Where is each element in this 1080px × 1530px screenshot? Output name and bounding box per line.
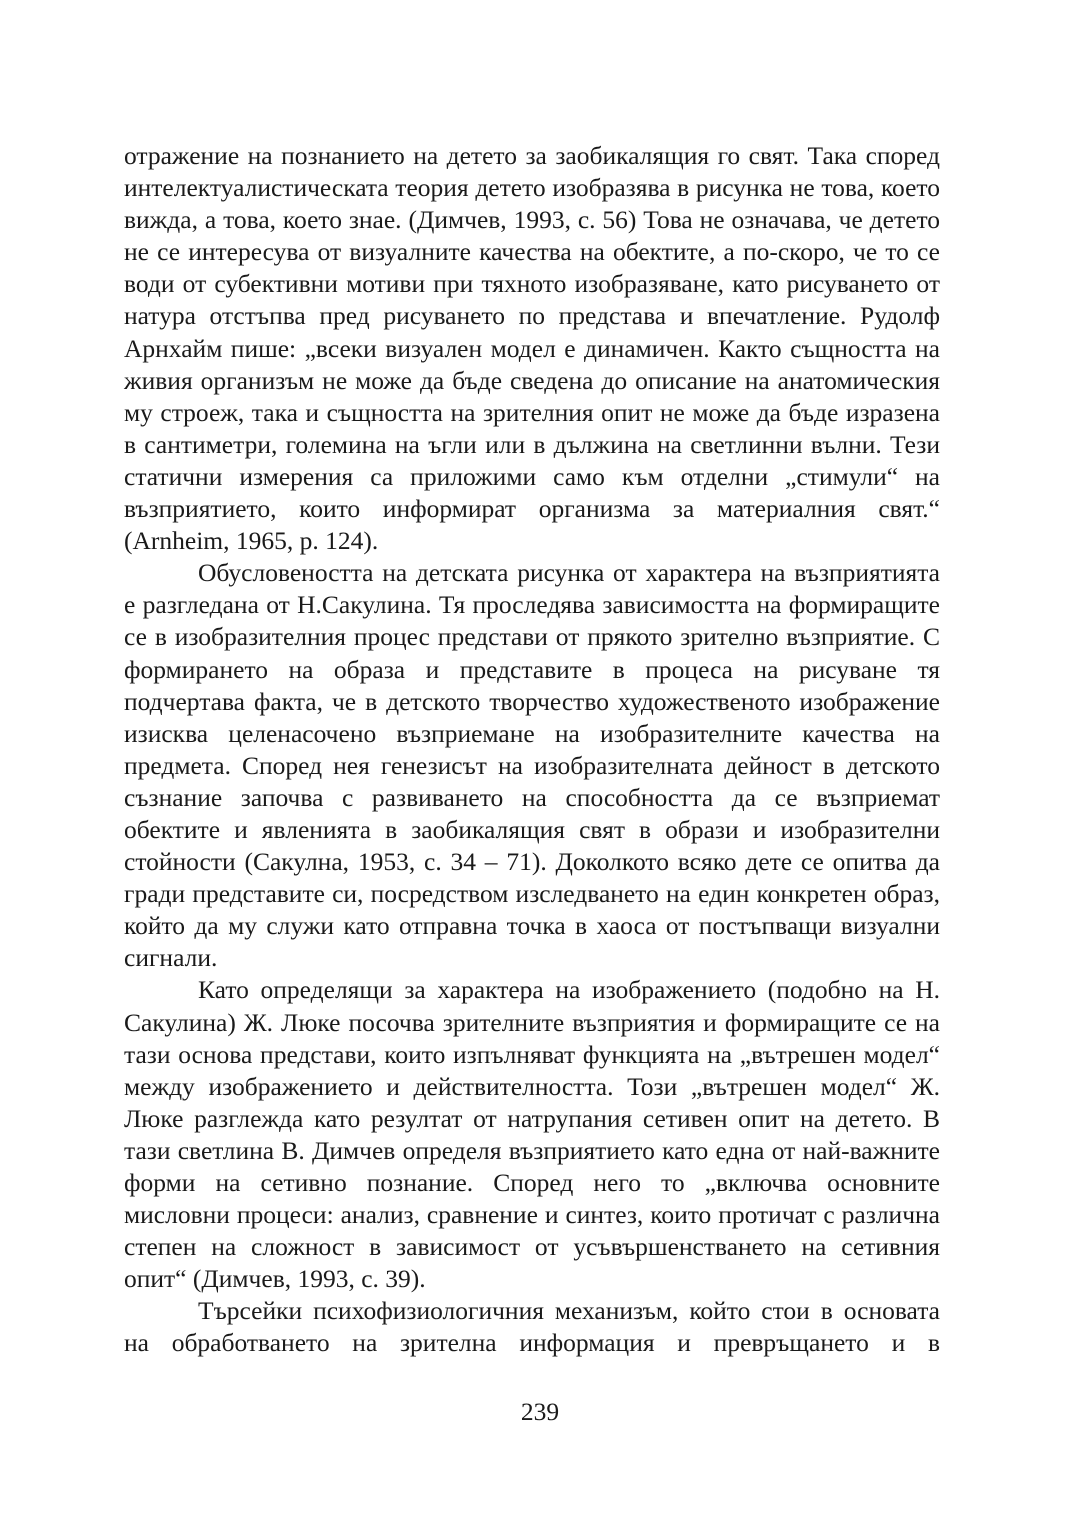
page-number: 239 — [520, 1397, 560, 1426]
paragraph-1: отражение на познанието на детето за заобикалящия го свят. Така според интелектуалистическата теория детето изобразява в рисунка не това, което вижда, а това, което знае. (Димчев, 1993, с. 56) Това не означава, че детето не се интересува от визуалните качества на обектите, а по-скоро, че то се води от субективни мотиви при тяхното изобразяване, като рисуването от натура отстъпва пред рисуването по представа и впечатление. Рудолф Арнхайм пише: „всеки визуален модел е динамичен. Както същността на живия организъм не може да бъде сведена до описание на анатомическия му строеж, така и същността на зрителния опит не може да бъде изразена в сантиметри, големина на ъгли или в дължина на светлинни вълни. Тези статични измерения са приложими само към отделни „стимули“ на възприятието, които информират организма за материалния свят.“ (Arnheim, 1965, p. 124). — [124, 141, 940, 556]
paragraph-4: Търсейки психофизиологичния механизъм, който стои в основата на обработването на зрителна информация и превръщането и в — [124, 1296, 940, 1358]
body-text — [124, 140, 940, 1360]
paragraph-3: Като определящи за характера на изображението (подобно на Н. Сакулина) Ж. Люке посочва зрителните възприятия и формиращите се на тази основа представи, които изпълняват функцията на „вътрешен модел“ между изображението и действителността. Този „вътрешен модел“ Ж. Люке разглежда като резултат от натрупания сетивен опит на детето. В тази светлина В. Димчев определя възприятието като една от най-важните форми на сетивно познание. Според него то „включва основните мисловни процеси: анализ, сравнение и синтез, които протичат с различна степен на сложност в зависимост от усъвършенстването на сетивния опит“ (Димчев, 1993, с. 39). — [124, 975, 940, 1294]
paragraph-2: Обусловеността на детската рисунка от характера на възприятията е разгледана от Н.Сакулина. Тя проследява зависимостта на формиращите се в изобразителния процес представи от прякото зрително възприятие. С формирането на образа и представите в процеса на рисуване тя подчертава факта, че в детското творчество художественото изображение изисква целенасочено възприемане на изобразителните качества на предмета. Според нея генезисът на изобразителната дейност в детското съзнание започва с развиването на способността да се възприемат обектите и явленията в заобикалящия свят в образи и изобразителни стойности (Сакулна, 1953, с. 34 – 71). Доколкото всяко дете се опитва да гради представите си, посредством изследването на един конкретен образ, който да му служи като отправна точка в хаоса от постъпващи визуални сигнали. — [124, 558, 940, 973]
